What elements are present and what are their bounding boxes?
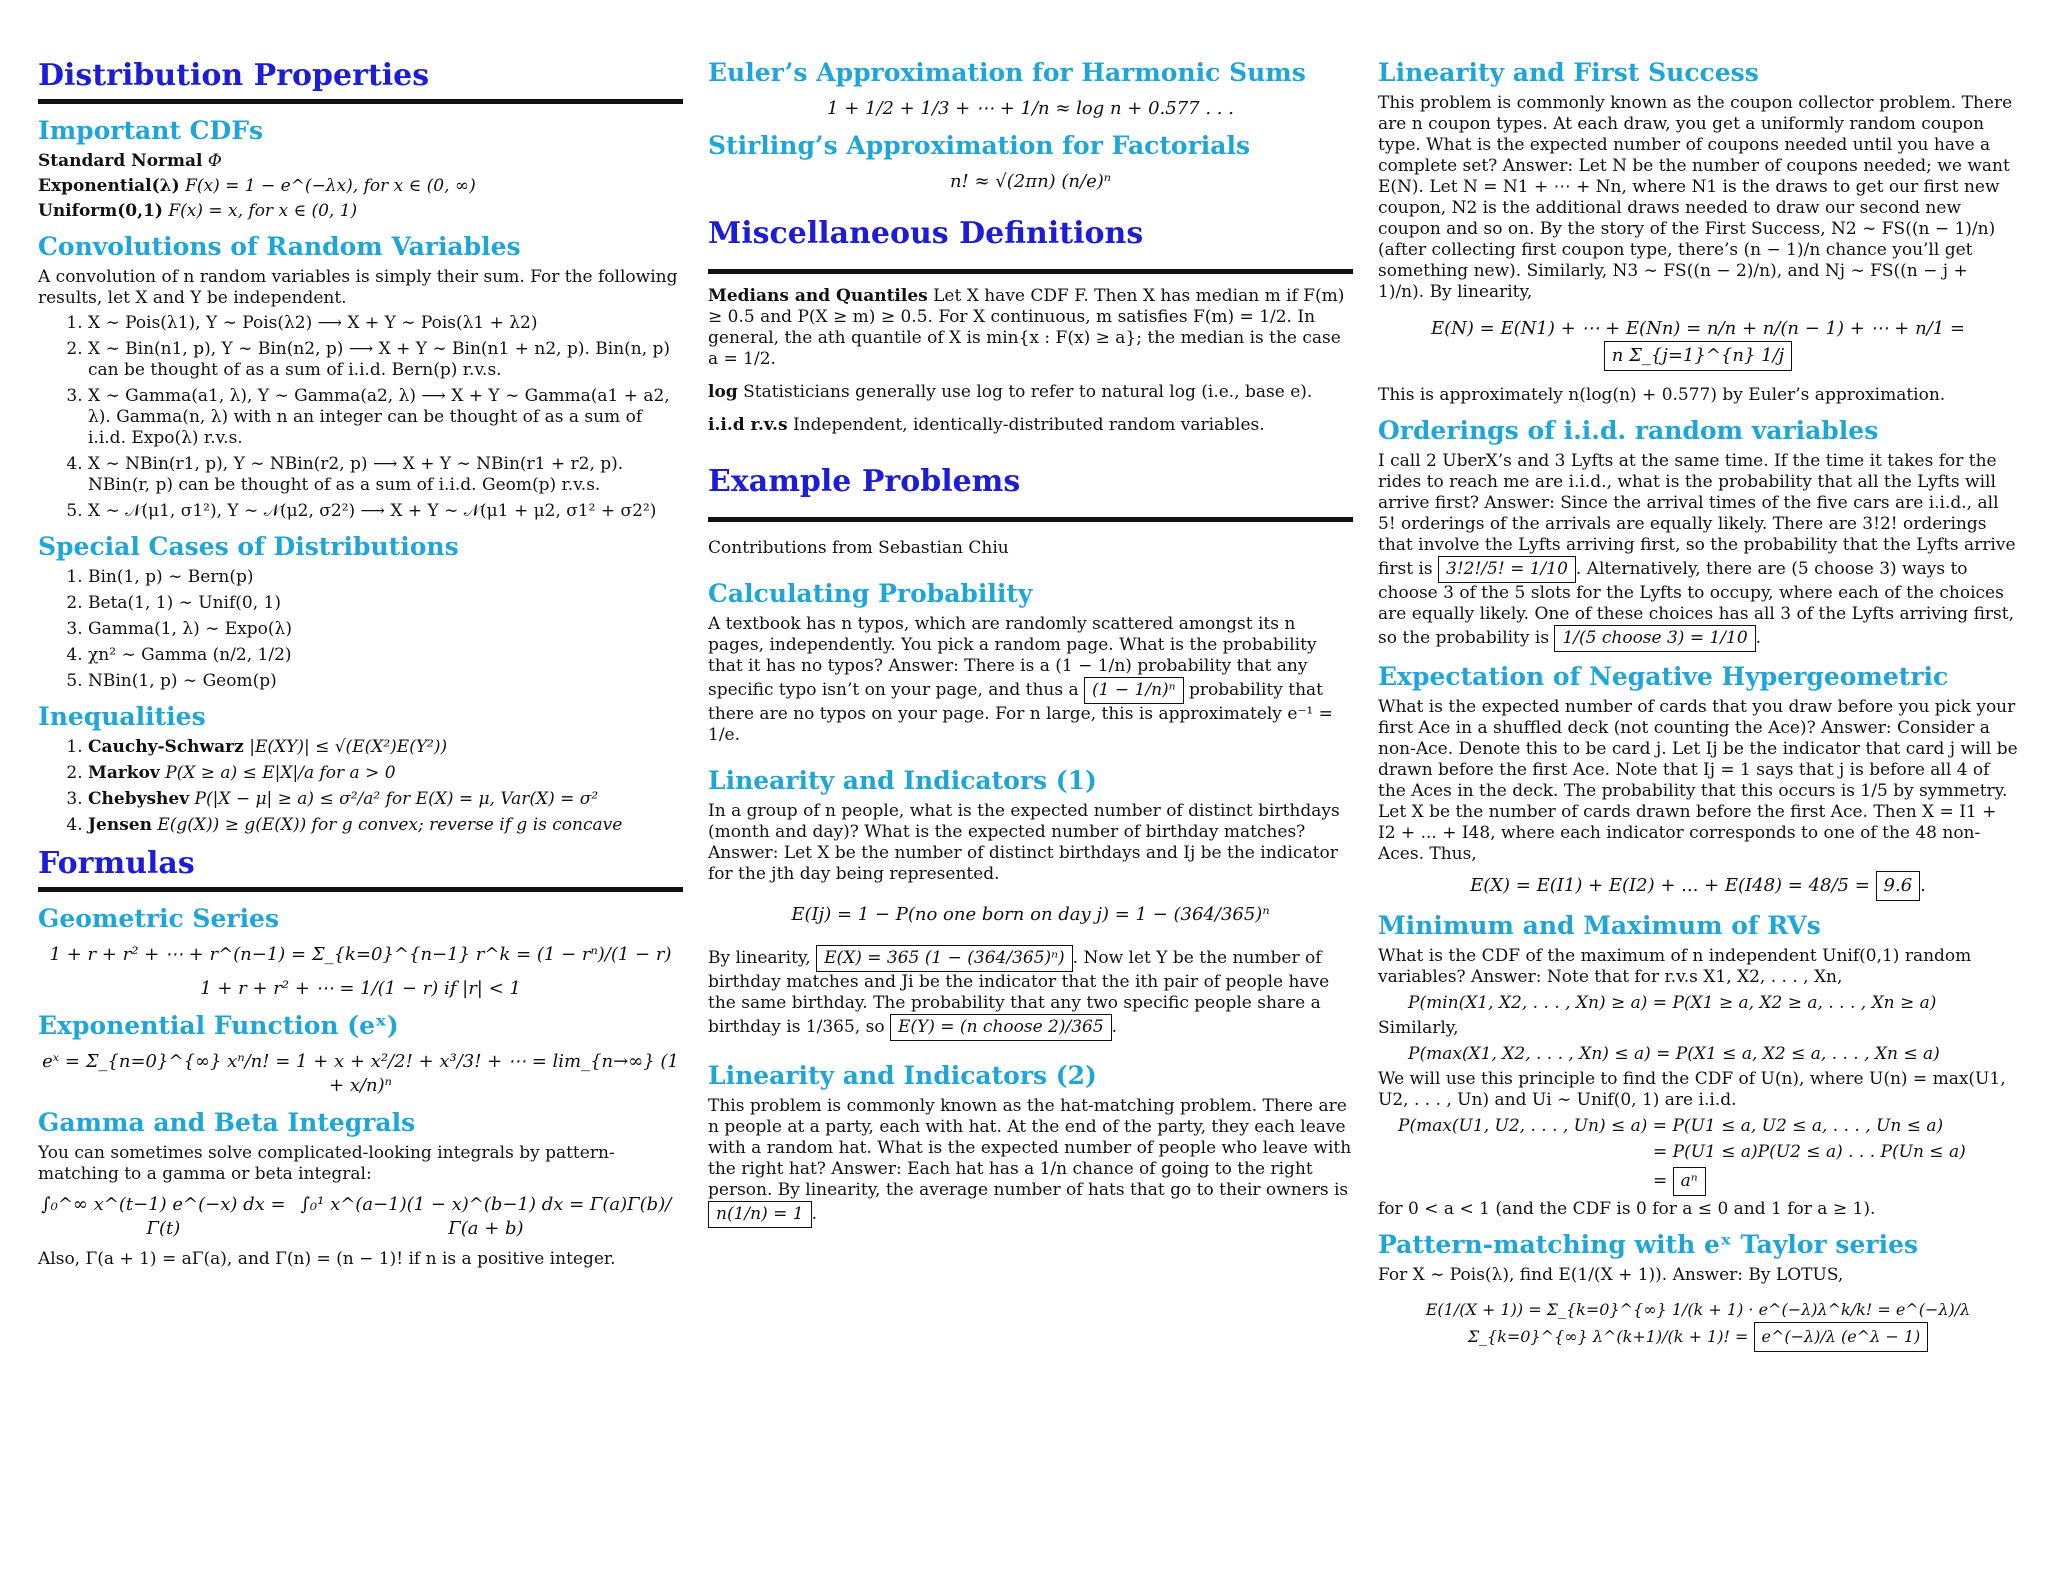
column-right: [1378, 58, 2018, 1364]
answer-box: E(X) = 365 (1 − (364/365)ⁿ): [816, 945, 1073, 972]
heading-convolutions: Convolutions of Random Variables: [38, 232, 521, 261]
section-title-formulas: Formulas: [38, 846, 195, 881]
heading-first-success: Linearity and First Success: [1378, 58, 1759, 87]
list-item: 3. X ∼ Gamma(a1, λ), Y ∼ Gamma(a2, λ) ⟶ X + Y ∼ Gamma(a1 + a2, λ). Gamma(n, λ) with n an integer can be thought of as a sum of i.i.d. Expo(λ) r.v.s.: [88, 386, 683, 449]
heading-inequalities: Inequalities: [38, 702, 206, 731]
geometric-equation: 1 + r + r² + ⋯ + r^(n−1) = Σ_{k=0}^{n−1} r^k = (1 − rⁿ)/(1 − r): [49, 944, 672, 965]
beta-integral: ∫₀¹ x^(a−1)(1 − x)^(b−1) dx = Γ(a)Γ(b)/Γ(a + b): [300, 1194, 672, 1239]
special-cases-list: [38, 567, 683, 692]
linearity1-text: In a group of n people, what is the expected number of distinct birthdays (month and day)? What is the expected number of birthday matches? Answer: Let X be the number of distinct birthdays and Ij be the indicator for the jth day being represented.: [708, 801, 1340, 884]
misc-item: log Statisticians generally use log to refer to natural log (i.e., base e).: [708, 382, 1313, 402]
list-item: 2. Beta(1, 1) ∼ Unif(0, 1): [88, 593, 683, 614]
heading-pattern-matching: Pattern-matching with eˣ Taylor series: [1378, 1230, 1919, 1259]
list-item: 5. NBin(1, p) ∼ Geom(p): [88, 671, 683, 692]
section-rule: [708, 517, 1353, 522]
minmax-equation: P(max(U1, U2, . . . , Un) ≤ a) = P(U1 ≤ a, U2 ≤ a, . . . , Un ≤ a): [1398, 1116, 1944, 1136]
answer-box: 9.6: [1876, 871, 1921, 901]
minmax-equation: = aⁿ: [1653, 1167, 2018, 1196]
cdf-item: Exponential(λ) F(x) = 1 − e^(−λx), for x ∈ (0, ∞): [38, 176, 476, 196]
calc-text: A textbook has n typos, which are randomly scattered amongst its n pages, independently. You pick a random page. What is the probability that it has no typos? Answer: There is a (1 − 1/n) probability that any specific typo isn’t on your page, and thus a (1 − 1/n)ⁿ probability that there are no typos on your page. For n large, this is approximately e⁻¹ = 1/e.: [708, 614, 1333, 745]
column-middle: [708, 58, 1353, 1232]
heading-linearity-2: Linearity and Indicators (2): [708, 1061, 1097, 1090]
first-success-note: This is approximately n(log(n) + 0.577) by Euler’s approximation.: [1378, 385, 1946, 405]
answer-box: n Σ_{j=1}^{n} 1/j: [1604, 341, 1792, 371]
list-item: 3. Chebyshev P(|X − μ| ≥ a) ≤ σ²/a² for E(X) = μ, Var(X) = σ²: [88, 789, 683, 810]
answer-box: 3!2!/5! = 1/10: [1438, 556, 1576, 583]
heading-geometric-series: Geometric Series: [38, 904, 280, 933]
section-rule: [708, 269, 1353, 274]
answer-box: E(Y) = (n choose 2)/365: [890, 1014, 1112, 1041]
convolutions-list: [38, 313, 683, 522]
section-title-misc: Miscellaneous Definitions: [708, 216, 1144, 251]
neg-hypergeometric-equation: E(X) = E(I1) + E(I2) + ... + E(I48) = 48/5 = 9.6 .: [1378, 871, 2018, 901]
answer-box: e^(−λ)/λ (e^λ − 1): [1754, 1322, 1929, 1352]
heading-orderings: Orderings of i.i.d. random variables: [1378, 416, 1879, 445]
misc-item: Medians and Quantiles Let X have CDF F. Then X has median m if F(m) ≥ 0.5 and P(X ≥ m) ≥ 0.5. For X continuous, m satisfies F(m) = 1/2. In general, the ath quantile of X is min{x : F(x) ≥ a}; the median is the case a = 1/2.: [708, 286, 1345, 369]
list-item: 4. X ∼ NBin(r1, p), Y ∼ NBin(r2, p) ⟶ X + Y ∼ NBin(r1 + r2, p). NBin(r, p) can be thought of as a sum of i.i.d. Geom(p) r.v.s.: [88, 454, 683, 496]
heading-linearity-1: Linearity and Indicators (1): [708, 766, 1097, 795]
neg-hypergeometric-text: What is the expected number of cards that you draw before you pick your first Ace in a shuffled deck (not counting the Ace)? Answer: Consider a non-Ace. Denote this to be card j. Let Ij be the indicator that card j will be drawn before the first Ace. Note that Ij = 1 says that j is before all 4 of the Aces in the deck. The probability that this occurs is 1/5 by symmetry. Let X be the number of cards drawn before the first Ace. Then X = I1 + I2 + ... + I48, where each indicator corresponds to one of the 48 non-Aces. Thus,: [1378, 697, 2018, 864]
minmax-equation: P(min(X1, X2, . . . , Xn) ≥ a) = P(X1 ≥ a, X2 ≥ a, . . . , Xn ≥ a): [1408, 993, 1937, 1013]
list-item: 2. Markov P(X ≥ a) ≤ E|X|/a for a > 0: [88, 763, 683, 784]
cdf-item: Standard Normal Φ: [38, 151, 222, 171]
gamma-equations: [38, 1193, 683, 1241]
heading-special-cases: Special Cases of Distributions: [38, 532, 459, 561]
answer-box: (1 − 1/n)ⁿ: [1084, 677, 1184, 704]
list-item: 5. X ∼ 𝒩(μ1, σ1²), Y ∼ 𝒩(μ2, σ2²) ⟶ X + Y ∼ 𝒩(μ1 + μ2, σ1² + σ2²): [88, 501, 683, 522]
heading-stirling: Stirling’s Approximation for Factorials: [708, 131, 1251, 160]
pattern-text: For X ∼ Pois(λ), find E(1/(X + 1)). Answer: By LOTUS,: [1378, 1265, 1844, 1285]
heading-euler: Euler’s Approximation for Harmonic Sums: [708, 58, 1306, 87]
minmax-text2: We will use this principle to find the CDF of U(n), where U(n) = max(U1, U2, . . . , Un) and Ui ∼ Unif(0, 1) are i.i.d.: [1378, 1069, 2006, 1110]
section-rule: [38, 887, 683, 892]
cdf-item: Uniform(0,1) F(x) = x, for x ∈ (0, 1): [38, 201, 358, 221]
minmax-note: for 0 < a < 1 (and the CDF is 0 for a ≤ 0 and 1 for a ≥ 1).: [1378, 1199, 1876, 1219]
column-left: [38, 58, 683, 1274]
gamma-integral: ∫₀^∞ x^(t−1) e^(−x) dx = Γ(t): [41, 1194, 286, 1239]
heading-calculating-probability: Calculating Probability: [708, 579, 1033, 608]
euler-equation: 1 + 1/2 + 1/3 + ⋯ + 1/n ≈ log n + 0.577 . . .: [827, 98, 1234, 119]
minmax-equation: P(max(X1, X2, . . . , Xn) ≤ a) = P(X1 ≤ a, X2 ≤ a, . . . , Xn ≤ a): [1408, 1044, 1940, 1064]
list-item: 2. X ∼ Bin(n1, p), Y ∼ Bin(n2, p) ⟶ X + Y ∼ Bin(n1 + n2, p). Bin(n, p) can be thought of as a sum of i.i.d. Bern(p) r.v.s.: [88, 339, 683, 381]
contributions-note: Contributions from Sebastian Chiu: [708, 538, 1009, 558]
stirling-equation: n! ≈ √(2πn) (n/e)ⁿ: [949, 171, 1112, 192]
list-item: 1. Bin(1, p) ∼ Bern(p): [88, 567, 683, 588]
answer-box: n(1/n) = 1: [708, 1201, 812, 1228]
minmax-similarly: Similarly,: [1378, 1018, 1459, 1038]
geometric-equation: 1 + r + r² + ⋯ = 1/(1 − r) if |r| < 1: [200, 978, 521, 999]
section-rule: [38, 99, 683, 104]
gamma-note: Also, Γ(a + 1) = aΓ(a), and Γ(n) = (n − 1)! if n is a positive integer.: [38, 1249, 616, 1269]
list-item: 4. χn² ∼ Gamma (n/2, 1/2): [88, 645, 683, 666]
exponential-equation: eˣ = Σ_{n=0}^{∞} xⁿ/n! = 1 + x + x²/2! + x³/3! + ⋯ = lim_{n→∞} (1 + x/n)ⁿ: [42, 1051, 679, 1096]
minmax-text: What is the CDF of the maximum of n independent Unif(0,1) random variables? Answer: Note that for r.v.s X1, X2, . . . , Xn,: [1378, 946, 1972, 987]
list-item: 3. Gamma(1, λ) ∼ Expo(λ): [88, 619, 683, 640]
inequalities-list: [38, 737, 683, 836]
answer-box: 1/(5 choose 3) = 1/10: [1554, 625, 1755, 652]
misc-item: i.i.d r.v.s Independent, identically-distributed random variables.: [708, 415, 1265, 435]
pattern-equation: E(1/(X + 1)) = Σ_{k=0}^{∞} 1/(k + 1) · e^(−λ)λ^k/k! = e^(−λ)/λ Σ_{k=0}^{∞} λ^(k+1)/(k + 1)! = e^(−λ)/λ (e^λ − 1): [1378, 1298, 2018, 1352]
section-title-distribution-properties: Distribution Properties: [38, 58, 430, 93]
list-item: 1. X ∼ Pois(λ1), Y ∼ Pois(λ2) ⟶ X + Y ∼ Pois(λ1 + λ2): [88, 313, 683, 334]
list-item: 1. Cauchy-Schwarz |E(XY)| ≤ √(E(X²)E(Y²)): [88, 737, 683, 758]
heading-gamma-beta: Gamma and Beta Integrals: [38, 1108, 416, 1137]
gamma-intro: You can sometimes solve complicated-looking integrals by pattern-matching to a gamma or beta integral:: [38, 1143, 615, 1184]
convolutions-intro: A convolution of n random variables is simply their sum. For the following results, let X and Y be independent.: [38, 267, 678, 308]
heading-exponential: Exponential Function (eˣ): [38, 1011, 399, 1040]
first-success-text: This problem is commonly known as the coupon collector problem. There are n coupon types. At each draw, you get a uniformly random coupon type. What is the expected number of coupons needed until you have a complete set? Answer: Let N be the number of coupons needed; we want E(N). Let N = N1 + ⋯ + Nn, where N1 is the draws to get our first new coupon, N2 is the additional draws needed to draw our second new coupon and so on. By the story of the First Success, N2 ∼ FS((n − 1)/n) (after collecting first coupon type, there’s (n − 1)/n chance you’ll get something new). Similarly, N3 ∼ FS((n − 2)/n), and Nj ∼ FS((n − j + 1)/n). By linearity,: [1378, 93, 2013, 302]
linearity2-text: This problem is commonly known as the hat-matching problem. There are n people at a party, each with hat. At the end of the party, they each leave with a random hat. What is the expected number of people who leave with the right hat? Answer: Each hat has a 1/n chance of going to the right person. By linearity, the average number of hats that go to their owners is n(1/n) = 1 .: [708, 1096, 1353, 1228]
list-item: 4. Jensen E(g(X)) ≥ g(E(X)) for g convex; reverse if g is concave: [88, 815, 683, 836]
linearity1-text2: By linearity, E(X) = 365 (1 − (364/365)ⁿ) . Now let Y be the number of birthday matches and Ji be the indicator that the ith pair of people have the same birthday. The probability that any two specific people share a birthday is 1/365, so E(Y) = (n choose 2)/365 .: [708, 945, 1353, 1041]
section-title-examples: Example Problems: [708, 464, 1021, 499]
orderings-text: I call 2 UberX’s and 3 Lyfts at the same time. If the time it takes for the rides to reach me are i.i.d., what is the probability that all the Lyfts will arrive first? Answer: Since the arrival times of the five cars are i.i.d., all 5! orderings of the arrivals are equally likely. There are 3!2! orderings that involve the Lyfts arriving first, so the probability that the Lyfts arrive first is 3!2!/5! = 1/10 . Alternatively, there are (5 choose 3) ways to choose 3 of the 5 slots for the Lyfts to occupy, where each of the choices are equally likely. One of these choices has all 3 of the Lyfts arriving first, so the probability is 1/(5 choose 3) = 1/10 .: [1378, 451, 2018, 652]
minmax-equation: = P(U1 ≤ a)P(U2 ≤ a) . . . P(Un ≤ a): [1653, 1142, 1966, 1162]
heading-important-cdfs: Important CDFs: [38, 116, 264, 145]
first-success-equation: E(N) = E(N1) + ⋯ + E(Nn) = n/n + n/(n − 1) + ⋯ + n/1 = n Σ_{j=1}^{n} 1/j: [1378, 317, 2018, 371]
heading-negative-hypergeometric: Expectation of Negative Hypergeometric: [1378, 662, 1949, 691]
answer-box: aⁿ: [1673, 1167, 1706, 1196]
linearity1-equation: E(Ij) = 1 − P(no one born on day j) = 1 − (364/365)ⁿ: [791, 904, 1270, 925]
heading-min-max: Minimum and Maximum of RVs: [1378, 911, 1821, 940]
